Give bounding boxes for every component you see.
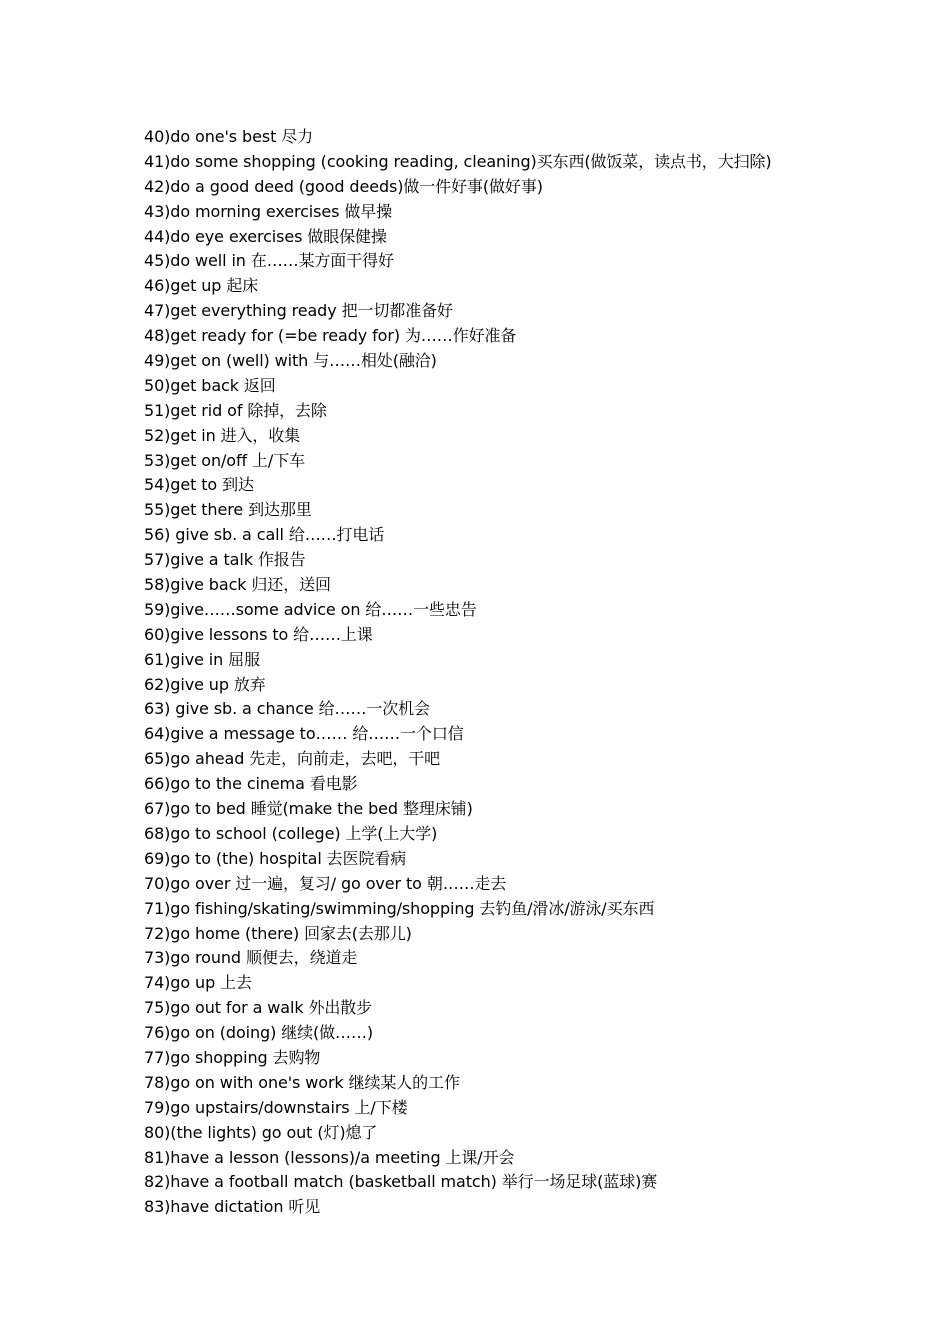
- phrase-entry: 50)get back 返回: [144, 375, 276, 395]
- phrase-entry: 69)go to (the) hospital 去医院看病: [144, 848, 407, 868]
- phrase-entry: 68)go to school (college) 上学(上大学): [144, 823, 438, 843]
- phrase-entry: 65)go ahead 先走，向前走，去吧，干吧: [144, 749, 441, 769]
- phrase-entry: 80)(the lights) go out (灯)熄了: [144, 1122, 378, 1142]
- phrase-entry: 78)go on with one's work 继续某人的工作: [144, 1072, 460, 1092]
- phrase-entry: 70)go over 过一遍，复习/ go over to 朝……走去: [144, 873, 507, 893]
- phrase-entry: 47)get everything ready 把一切都准备好: [144, 301, 453, 321]
- phrase-entry: 53)get on/off 上/下车: [144, 450, 306, 470]
- phrase-entry: 48)get ready for (=be ready for) 为……作好准备: [144, 326, 517, 346]
- phrase-entry: 41)do some shopping (cooking reading, cleaning)买东西(做饭菜，读点书，大扫除): [144, 151, 772, 171]
- phrase-entry: 63) give sb. a chance 给……一次机会: [144, 699, 430, 719]
- phrase-entry: 59)give……some advice on 给……一些忠告: [144, 599, 477, 619]
- phrase-entry: 76)go on (doing) 继续(做……): [144, 1023, 373, 1043]
- phrase-entry: 71)go fishing/skating/swimming/shopping 去钓鱼/滑冰/游泳/买东西: [144, 898, 655, 918]
- phrase-entry: 67)go to bed 睡觉(make the bed 整理床铺): [144, 799, 473, 819]
- phrase-entry: 55)get there 到达那里: [144, 500, 312, 520]
- phrase-entry: 54)get to 到达: [144, 475, 254, 495]
- phrase-entry: 72)go home (there) 回家去(去那儿): [144, 923, 412, 943]
- phrase-list: [144, 125, 924, 1220]
- phrase-entry: 57)give a talk 作报告: [144, 550, 306, 570]
- phrase-entry: 60)give lessons to 给……上课: [144, 624, 373, 644]
- phrase-entry: 42)do a good deed (good deeds)做一件好事(做好事): [144, 176, 543, 196]
- phrase-entry: 77)go shopping 去购物: [144, 1047, 321, 1067]
- phrase-entry: 64)give a message to…… 给……一个口信: [144, 724, 464, 744]
- phrase-entry: 52)get in 进入，收集: [144, 425, 301, 445]
- phrase-entry: 43)do morning exercises 做早操: [144, 201, 393, 221]
- phrase-entry: 62)give up 放弃: [144, 674, 266, 694]
- phrase-entry: 44)do eye exercises 做眼保健操: [144, 226, 387, 246]
- phrase-entry: 46)get up 起床: [144, 276, 259, 296]
- phrase-entry: 49)get on (well) with 与……相处(融洽): [144, 351, 437, 371]
- phrase-entry: 66)go to the cinema 看电影: [144, 774, 358, 794]
- phrase-entry: 73)go round 顺便去，绕道走: [144, 948, 358, 968]
- phrase-entry: 51)get rid of 除掉，去除: [144, 400, 327, 420]
- phrase-entry: 61)give in 屈服: [144, 649, 260, 669]
- phrase-entry: 79)go upstairs/downstairs 上/下楼: [144, 1097, 408, 1117]
- phrase-entry: 45)do well in 在……某方面干得好: [144, 251, 394, 271]
- phrase-entry: 82)have a football match (basketball match) 举行一场足球(蓝球)赛: [144, 1172, 658, 1192]
- phrase-entry: 56) give sb. a call 给……打电话: [144, 525, 385, 545]
- phrase-entry: 83)have dictation 听见: [144, 1197, 321, 1217]
- phrase-entry: 75)go out for a walk 外出散步: [144, 998, 373, 1018]
- phrase-entry: 74)go up 上去: [144, 973, 252, 993]
- phrase-entry: 40)do one's best 尽力: [144, 127, 314, 146]
- phrase-entry: 81)have a lesson (lessons)/a meeting 上课/开会: [144, 1147, 515, 1167]
- phrase-entry: 58)give back 归还，送回: [144, 575, 331, 595]
